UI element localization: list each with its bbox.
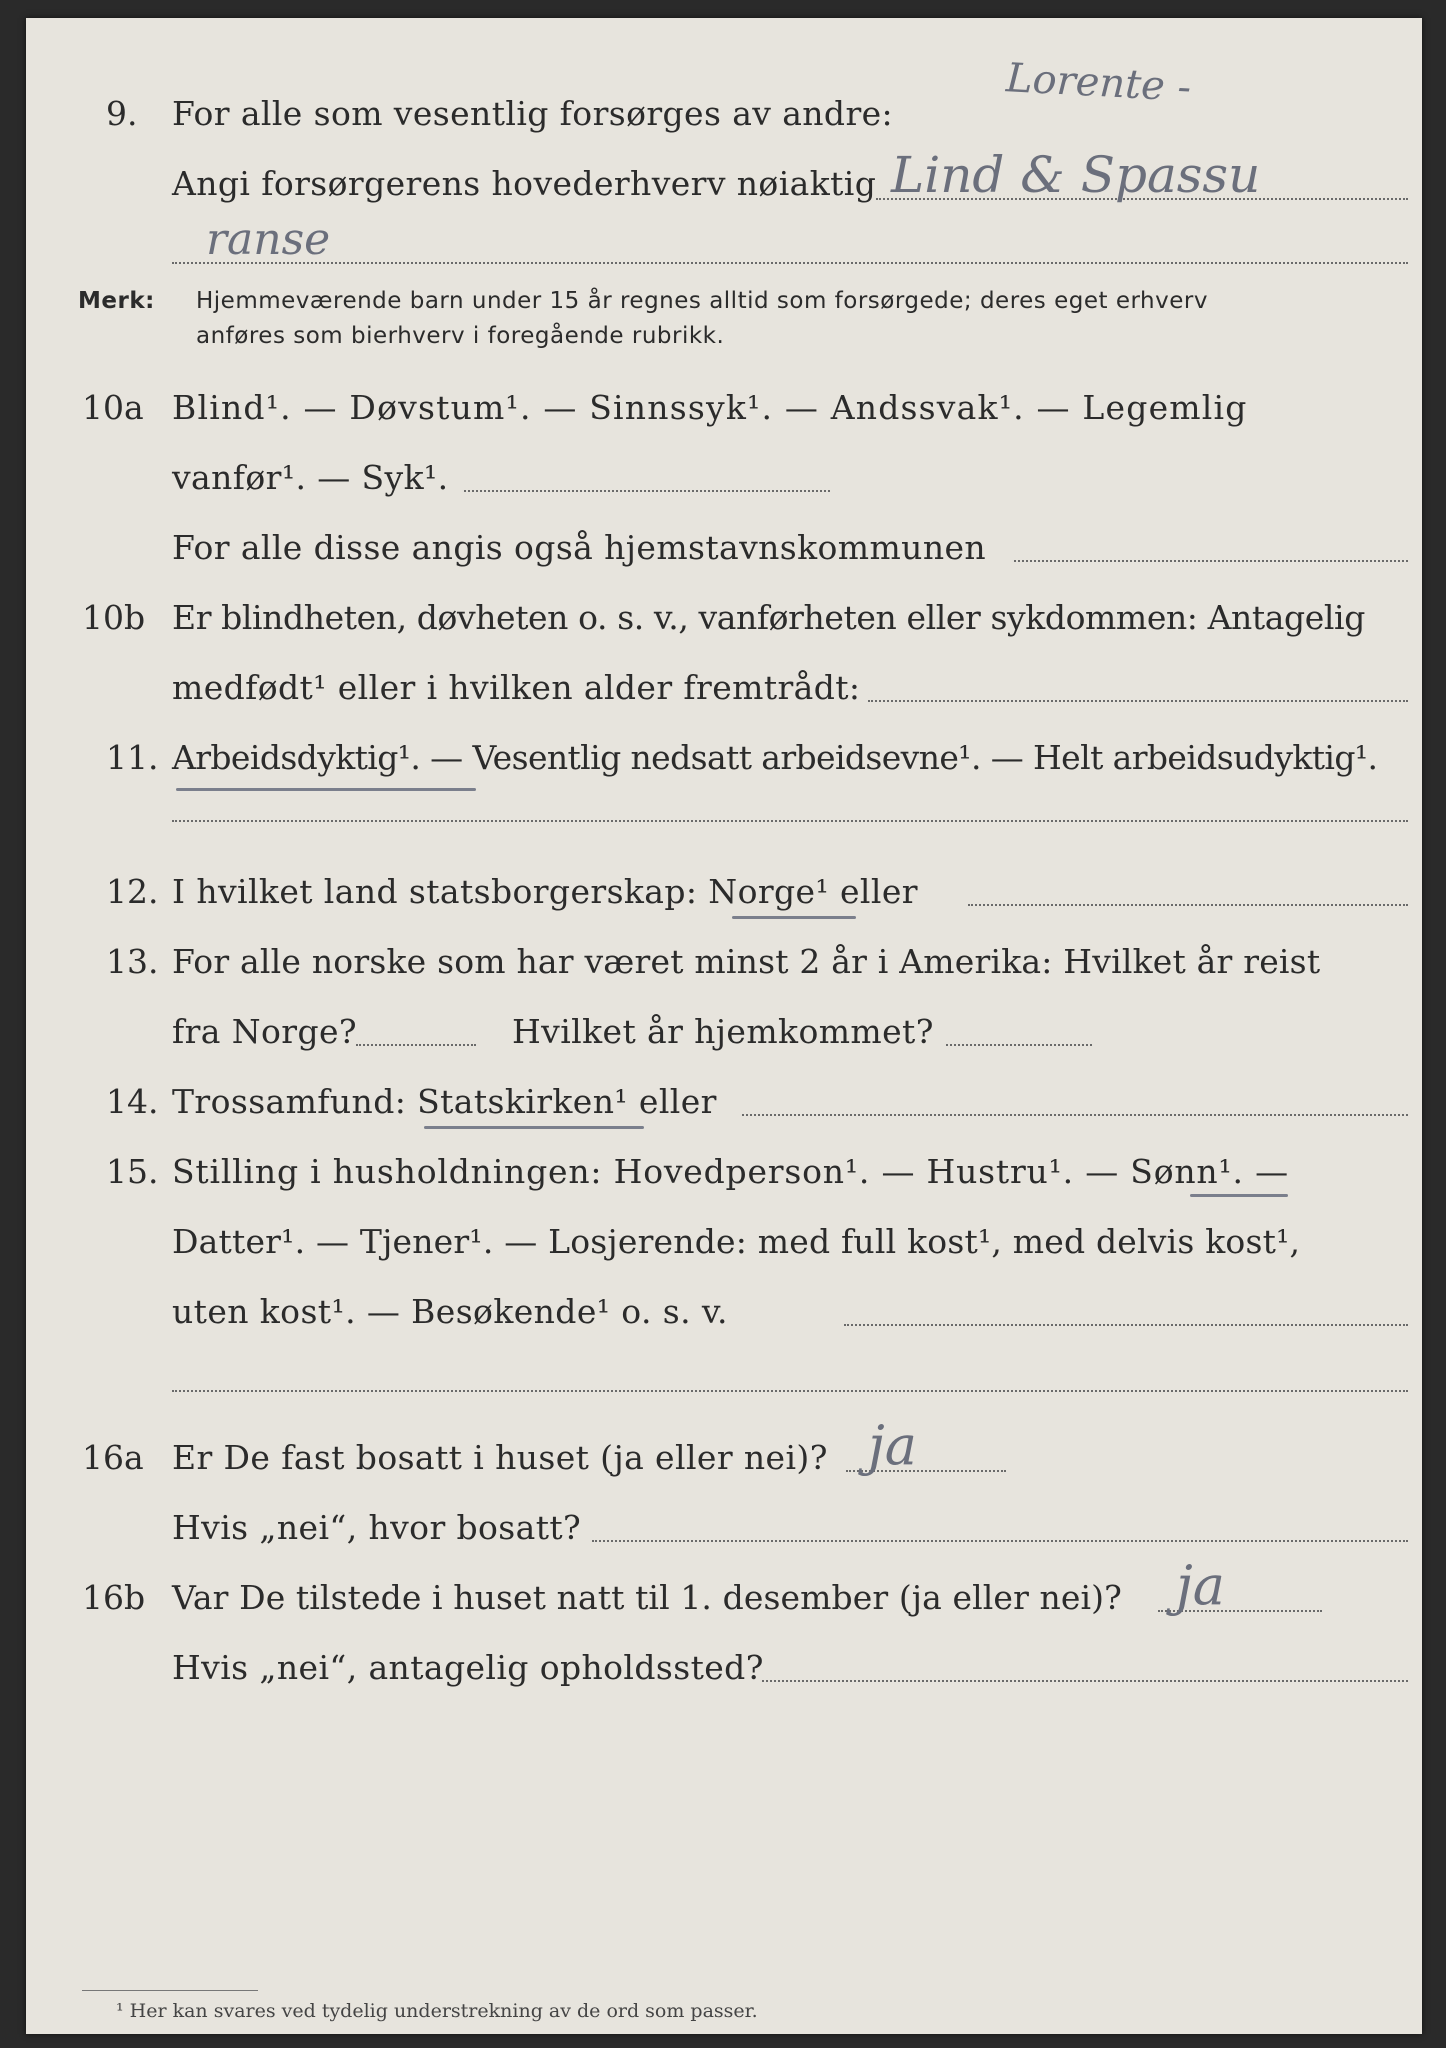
q14-number: 14. [106, 1082, 159, 1121]
q15-line3: uten kost¹. — Besøkende¹ o. s. v. [172, 1292, 728, 1331]
q15-line1: Stilling i husholdningen: Hovedperson¹. — Hustru¹. — Sønn¹. — [172, 1152, 1289, 1191]
q15-answer-line2 [172, 1390, 1408, 1392]
footnote: ¹ Her kan svares ved tydelig understrekning av de ord som passer. [116, 2000, 758, 2022]
q10a-line1: Blind¹. — Døvstum¹. — Sinnssyk¹. — Andssvak¹. — Legemlig [172, 388, 1248, 427]
q10b-answer-line [868, 700, 1408, 702]
q15-line2: Datter¹. — Tjener¹. — Losjerende: med full kost¹, med delvis kost¹, [172, 1222, 1301, 1261]
q14-underline-mark [424, 1126, 644, 1129]
q10a-answer-line [464, 490, 830, 492]
q9-line2: Angi forsørgerens hovederhverv nøiaktig [172, 164, 877, 203]
q16a-number: 16a [82, 1438, 144, 1477]
q12-underline-mark [732, 916, 856, 919]
q11-line1: Arbeidsdyktig¹. — Vesentlig nedsatt arbeidsevne¹. — Helt arbeidsudyktig¹. [172, 738, 1378, 777]
q15-number: 15. [106, 1152, 159, 1191]
census-form-page [26, 18, 1422, 2034]
q12-answer-line [968, 904, 1408, 906]
q13-line1: For alle norske som har været minst 2 år i Amerika: Hvilket år reist [172, 942, 1321, 981]
footnote-rule [82, 1990, 258, 1991]
q10a-number: 10a [82, 388, 144, 427]
q15-answer-line [844, 1324, 1408, 1326]
q9-handwriting-answer2: ranse [206, 214, 331, 265]
q16a-line2: Hvis „nei“, hvor bosatt? [172, 1508, 582, 1547]
q13-answer-line-b [946, 1044, 1092, 1046]
q15-underline-mark [1190, 1194, 1288, 1197]
q13-answer-line-a [356, 1044, 476, 1046]
q16b-answer-line2 [762, 1680, 1408, 1682]
q16a-handwriting: ja [868, 1414, 917, 1477]
q16a-answer-line2 [592, 1540, 1408, 1542]
q13-line2a: fra Norge? [172, 1012, 358, 1051]
q9-line1: For alle som vesentlig forsørges av andre: [172, 94, 894, 133]
q10a-answer-line2 [1014, 560, 1408, 562]
q10b-line2: medfødt¹ eller i hvilken alder fremtrådt: [172, 668, 861, 707]
q9-answer-line2 [172, 262, 1408, 264]
q9-handwriting-answer: Lind & Spassu [891, 146, 1261, 204]
q16a-line1: Er De fast bosatt i huset (ja eller nei)? [172, 1438, 828, 1477]
q14-line1: Trossamfund: Statskirken¹ eller [172, 1082, 717, 1121]
q13-number: 13. [106, 942, 159, 981]
q16b-line1: Var De tilstede i huset natt til 1. desember (ja eller nei)? [172, 1578, 1122, 1617]
q9-handwriting-top: Lorente - [1004, 55, 1193, 111]
q16b-line2: Hvis „nei“, antagelig opholdssted? [172, 1648, 764, 1687]
q14-answer-line [742, 1114, 1408, 1116]
q11-underline-mark [176, 788, 476, 791]
q9-number: 9. [106, 94, 138, 133]
merk-label: Merk: [78, 288, 155, 314]
q10a-line3: For alle disse angis også hjemstavnskommunen [172, 528, 987, 567]
merk-line1: Hjemmeværende barn under 15 år regnes alltid som forsørgede; deres eget erhverv [196, 288, 1208, 314]
q11-answer-line [172, 820, 1408, 822]
q10b-line1: Er blindheten, døvheten o. s. v., vanførheten eller sykdommen: Antagelig [172, 598, 1365, 637]
merk-line2: anføres som bierhverv i foregående rubrikk. [196, 323, 725, 349]
q11-number: 11. [106, 738, 159, 777]
q16b-number: 16b [82, 1578, 146, 1617]
q10a-line2: vanfør¹. — Syk¹. [172, 458, 449, 497]
q13-line2b: Hvilket år hjemkommet? [512, 1012, 934, 1051]
q10b-number: 10b [82, 598, 146, 637]
q12-line1: I hvilket land statsborgerskap: Norge¹ eller [172, 872, 918, 911]
q12-number: 12. [106, 872, 159, 911]
q16b-handwriting: ja [1176, 1554, 1225, 1617]
